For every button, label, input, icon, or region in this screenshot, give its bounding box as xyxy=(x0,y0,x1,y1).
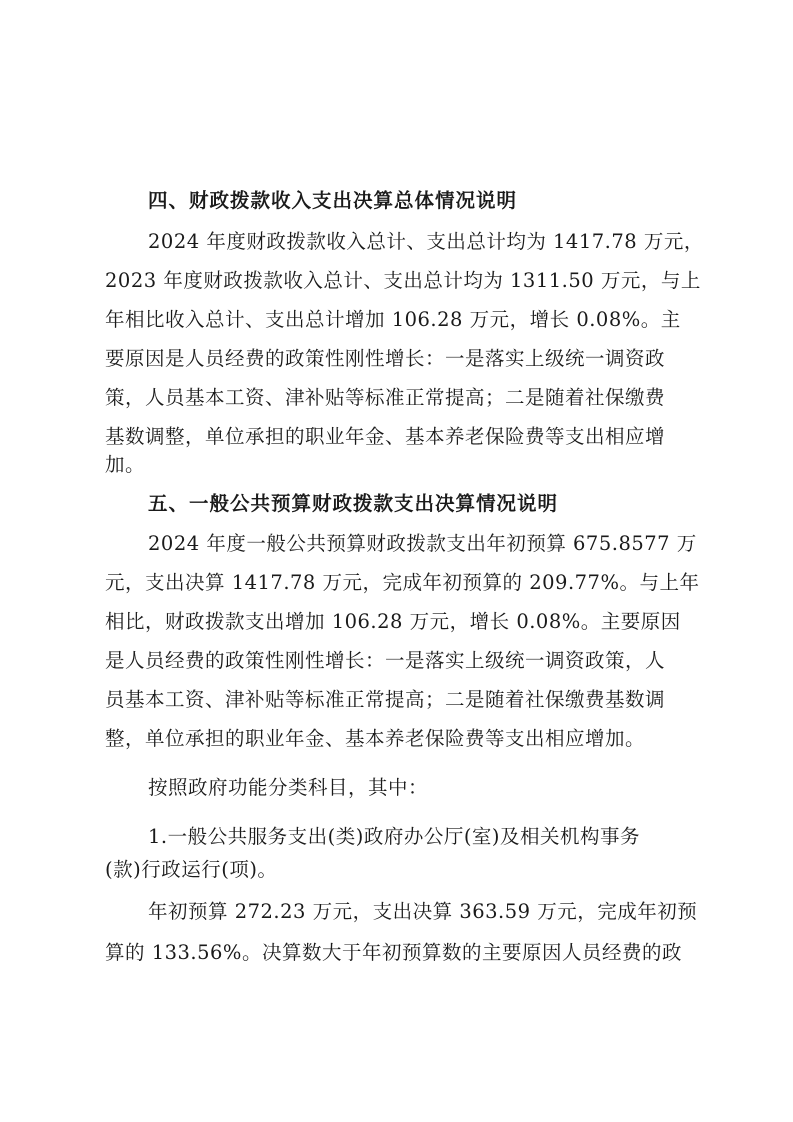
section5-line-2: 元，支出决算 1417.78 万元，完成年初预算的 209.77%。与上年 xyxy=(105,571,700,594)
section4-heading-text: 四、财政拨款收入支出决算总体情况说明 xyxy=(148,189,518,212)
section5-line-4: 是人员经费的政策性刚性增长：一是落实上级统一调资政策，人 xyxy=(105,649,666,672)
section5-heading-text: 五、一般公共预算财政拨款支出决算情况说明 xyxy=(148,492,559,515)
section5-line-5: 员基本工资、津补贴等标准正常提高；二是随着社保缴费基数调 xyxy=(105,688,666,711)
section4-line-2: 2023 年度财政拨款收入总计、支出总计均为 1311.50 万元，与上 xyxy=(105,269,701,292)
section5-line-3: 相比，财政拨款支出增加 106.28 万元，增长 0.08%。主要原因 xyxy=(105,610,681,633)
section4-heading xyxy=(0,188,793,214)
section4-line-3: 年相比收入总计、支出总计增加 106.28 万元，增长 0.08%。主 xyxy=(105,308,681,331)
section4-line-7: 加。 xyxy=(105,453,146,476)
section4-line-4: 要原因是人员经费的政策性刚性增长：一是落实上级统一调资政 xyxy=(105,347,666,370)
section4-line-5: 策，人员基本工资、津补贴等标准正常提高；二是随着社保缴费 xyxy=(105,386,666,409)
section5-line-1: 2024 年度一般公共预算财政拨款支出年初预算 675.8577 万 xyxy=(148,532,697,555)
item1-line-1: 1.一般公共服务支出(类)政府办公厅(室)及相关机构事务 xyxy=(148,825,641,848)
section5-heading xyxy=(0,491,793,517)
section4-line-1: 2024 年度财政拨款收入总计、支出总计均为 1417.78 万元， xyxy=(148,230,704,253)
section4-line-6: 基数调整，单位承担的职业年金、基本养老保险费等支出相应增 xyxy=(105,425,666,448)
section5-line-6: 整，单位承担的职业年金、基本养老保险费等支出相应增加。 xyxy=(105,727,646,750)
item1-detail-line-1: 年初预算 272.23 万元，支出决算 363.59 万元，完成年初预 xyxy=(148,900,698,923)
section5-intro: 按照政府功能分类科目，其中： xyxy=(148,776,429,799)
item1-line-2: (款)行政运行(项)。 xyxy=(105,858,278,881)
item1-detail-line-2: 算的 133.56%。决算数大于年初预算数的主要原因人员经费的政 xyxy=(105,941,682,964)
